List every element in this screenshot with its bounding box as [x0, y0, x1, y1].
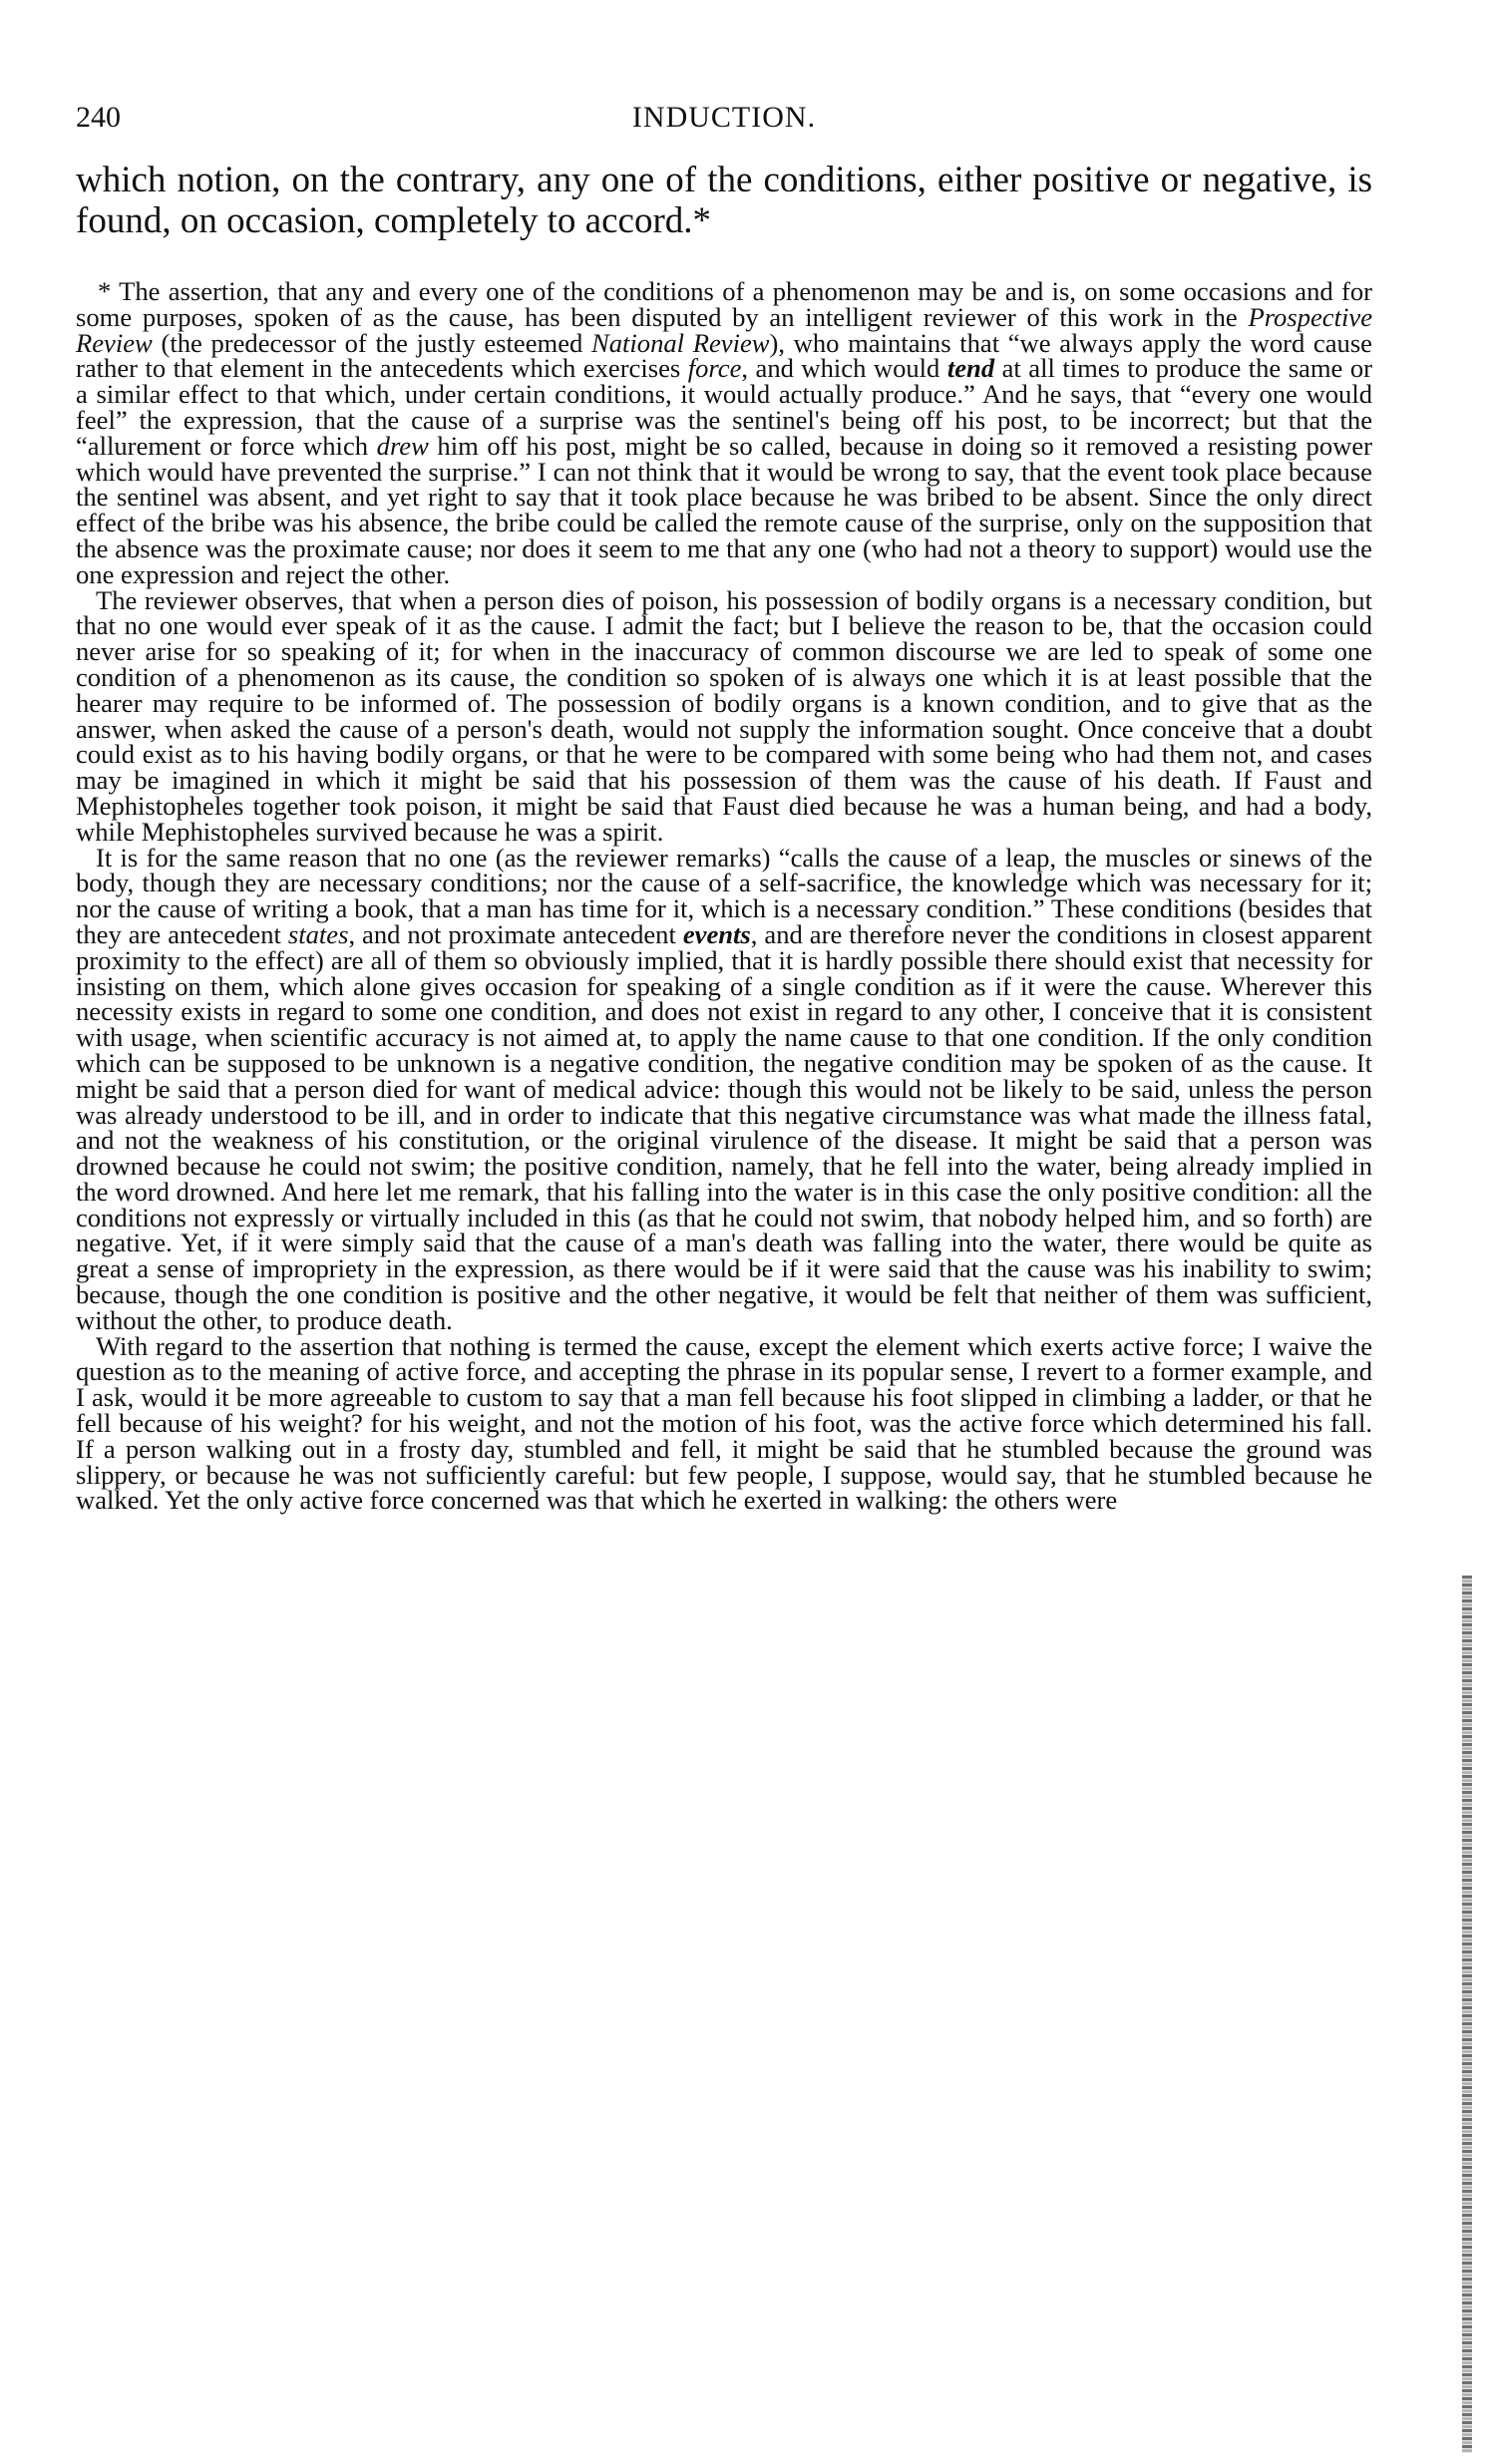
running-head — [76, 96, 1372, 140]
main-text: which notion, on the contrary, any one of the conditions, either positive or negative, is found, on occasion, completely to accord.* — [76, 160, 1372, 241]
running-title: INDUCTION. — [631, 101, 817, 134]
footnote-paragraph-1: * The assertion, that any and every one of the conditions of a phenomenon may be and is, on some occasions and for some purposes, spoken of as the cause, has been disputed by an intelligent reviewer of this work in the Prospective Review (the predecessor of the justly esteemed National Review), who maintains that “we always apply the word cause rather to that element in the antecedents which exercises force, and which would tend at all times to produce the same or a similar effect to that which, under certain conditions, it would actually produce.” And he says, that “every one would feel” the expression, that the cause of a surprise was the sentinel's being off his post, to be incorrect; but that the “allurement or force which drew him off his post, might be so called, because in doing so it removed a resisting power which would have prevented the surprise.” I can not think that it would be wrong to say, that the event took place because the sentinel was absent, and yet right to say that it took place because he was bribed to be absent. Since the only direct effect of the bribe was his absence, the bribe could be called the remote cause of the surprise, only on the supposition that the absence was the proximate cause; nor does it seem to me that any one (who had not a theory to support) would use the one expression and reject the other. — [76, 276, 1372, 589]
page-edge-scan-artifact — [1462, 1576, 1472, 2453]
footnote-paragraph-4: With regard to the assertion that nothing is termed the cause, except the element which exerts active force; I waive the question as to the meaning of active force, and accepting the phrase in its popular sense, I revert to a former example, and I ask, would it be more agreeable to custom to say that a man fell because his foot slipped in climbing a ladder, or that he fell because of his weight? for his weight, and not the motion of his foot, was the active force which determined his fall. If a person walking out in a frosty day, stumbled and fell, it might be said that he stumbled because the ground was slippery, or because he was not sufficiently careful: but few people, I suppose, would say, that he stumbled because he walked. Yet the only active force concerned was that which he exerted in walking: the others were — [76, 1330, 1372, 1516]
footnote-paragraph-3: It is for the same reason that no one (as the reviewer remarks) “calls the cause of a leap, the muscles or sinews of the body, though they are necessary conditions; nor the cause of a self-sacrifice, the knowledge which was necessary for it; nor the cause of writing a book, that a man has time for it, which is a necessary condition.” These conditions (besides that they are antecedent states, and not proximate antecedent events, and are therefore never the conditions in closest apparent proximity to the effect) are all of them so obviously implied, that it is hardly possible there should exist that necessity for insisting on them, which alone gives occasion for speaking of a single condition as if it were the cause. Wherever this necessity exists in regard to some one condition, and does not exist in regard to any other, I conceive that it is consistent with usage, when scientific accuracy is not aimed at, to apply the name cause to that one condition. If the only condition which can be supposed to be unknown is a negative condition, the negative condition may be spoken of as the cause. It might be said that a person died for want of medical advice: though this would not be likely to be said, unless the person was already understood to be ill, and in order to indicate that this negative circumstance was what made the illness fatal, and not the weakness of his constitution, or the original virulence of the disease. It might be said that a person was drowned because he could not swim; the positive condition, namely, that he fell into the water, being already implied in the word drowned. And here let me remark, that his falling into the water is in this case the only positive condition: all the conditions not expressly or virtually included in this (as that he could not swim, that nobody helped him, and so forth) are negative. Yet, if it were simply said that the cause of a man's death was falling into the water, there would be quite as great a sense of impropriety in the expression, as there would be if it were said that the cause was his inability to swim; because, though the one condition is positive and the other negative, it would be felt that neither of them was sufficient, without the other, to produce death. — [76, 842, 1372, 1335]
book-page — [76, 96, 1372, 1514]
page-number: 240 — [76, 101, 121, 134]
footnote-paragraph-2: The reviewer observes, that when a person dies of poison, his possession of bodily organs is a necessary condition, but that no one would ever speak of it as the cause. I admit the fact; but I believe the reason to be, that the occasion could never arise for so speaking of it; for when in the inaccuracy of common discourse we are led to speak of some one condition of a phenomenon as its cause, the condition so spoken of is always one which it is at least possible that the hearer may require to be informed of. The possession of bodily organs is a known condition, and to give that as the answer, when asked the cause of a person's death, would not supply the information sought. Once conceive that a doubt could exist as to his having bodily organs, or that he were to be compared with some being who had them not, and cases may be imagined in which it might be said that his possession of them was the cause of his death. If Faust and Mephistopheles together took poison, it might be said that Faust died because he was a human being, and had a body, while Mephistopheles survived because he was a spirit. — [76, 584, 1372, 847]
footnote — [76, 276, 1372, 1516]
